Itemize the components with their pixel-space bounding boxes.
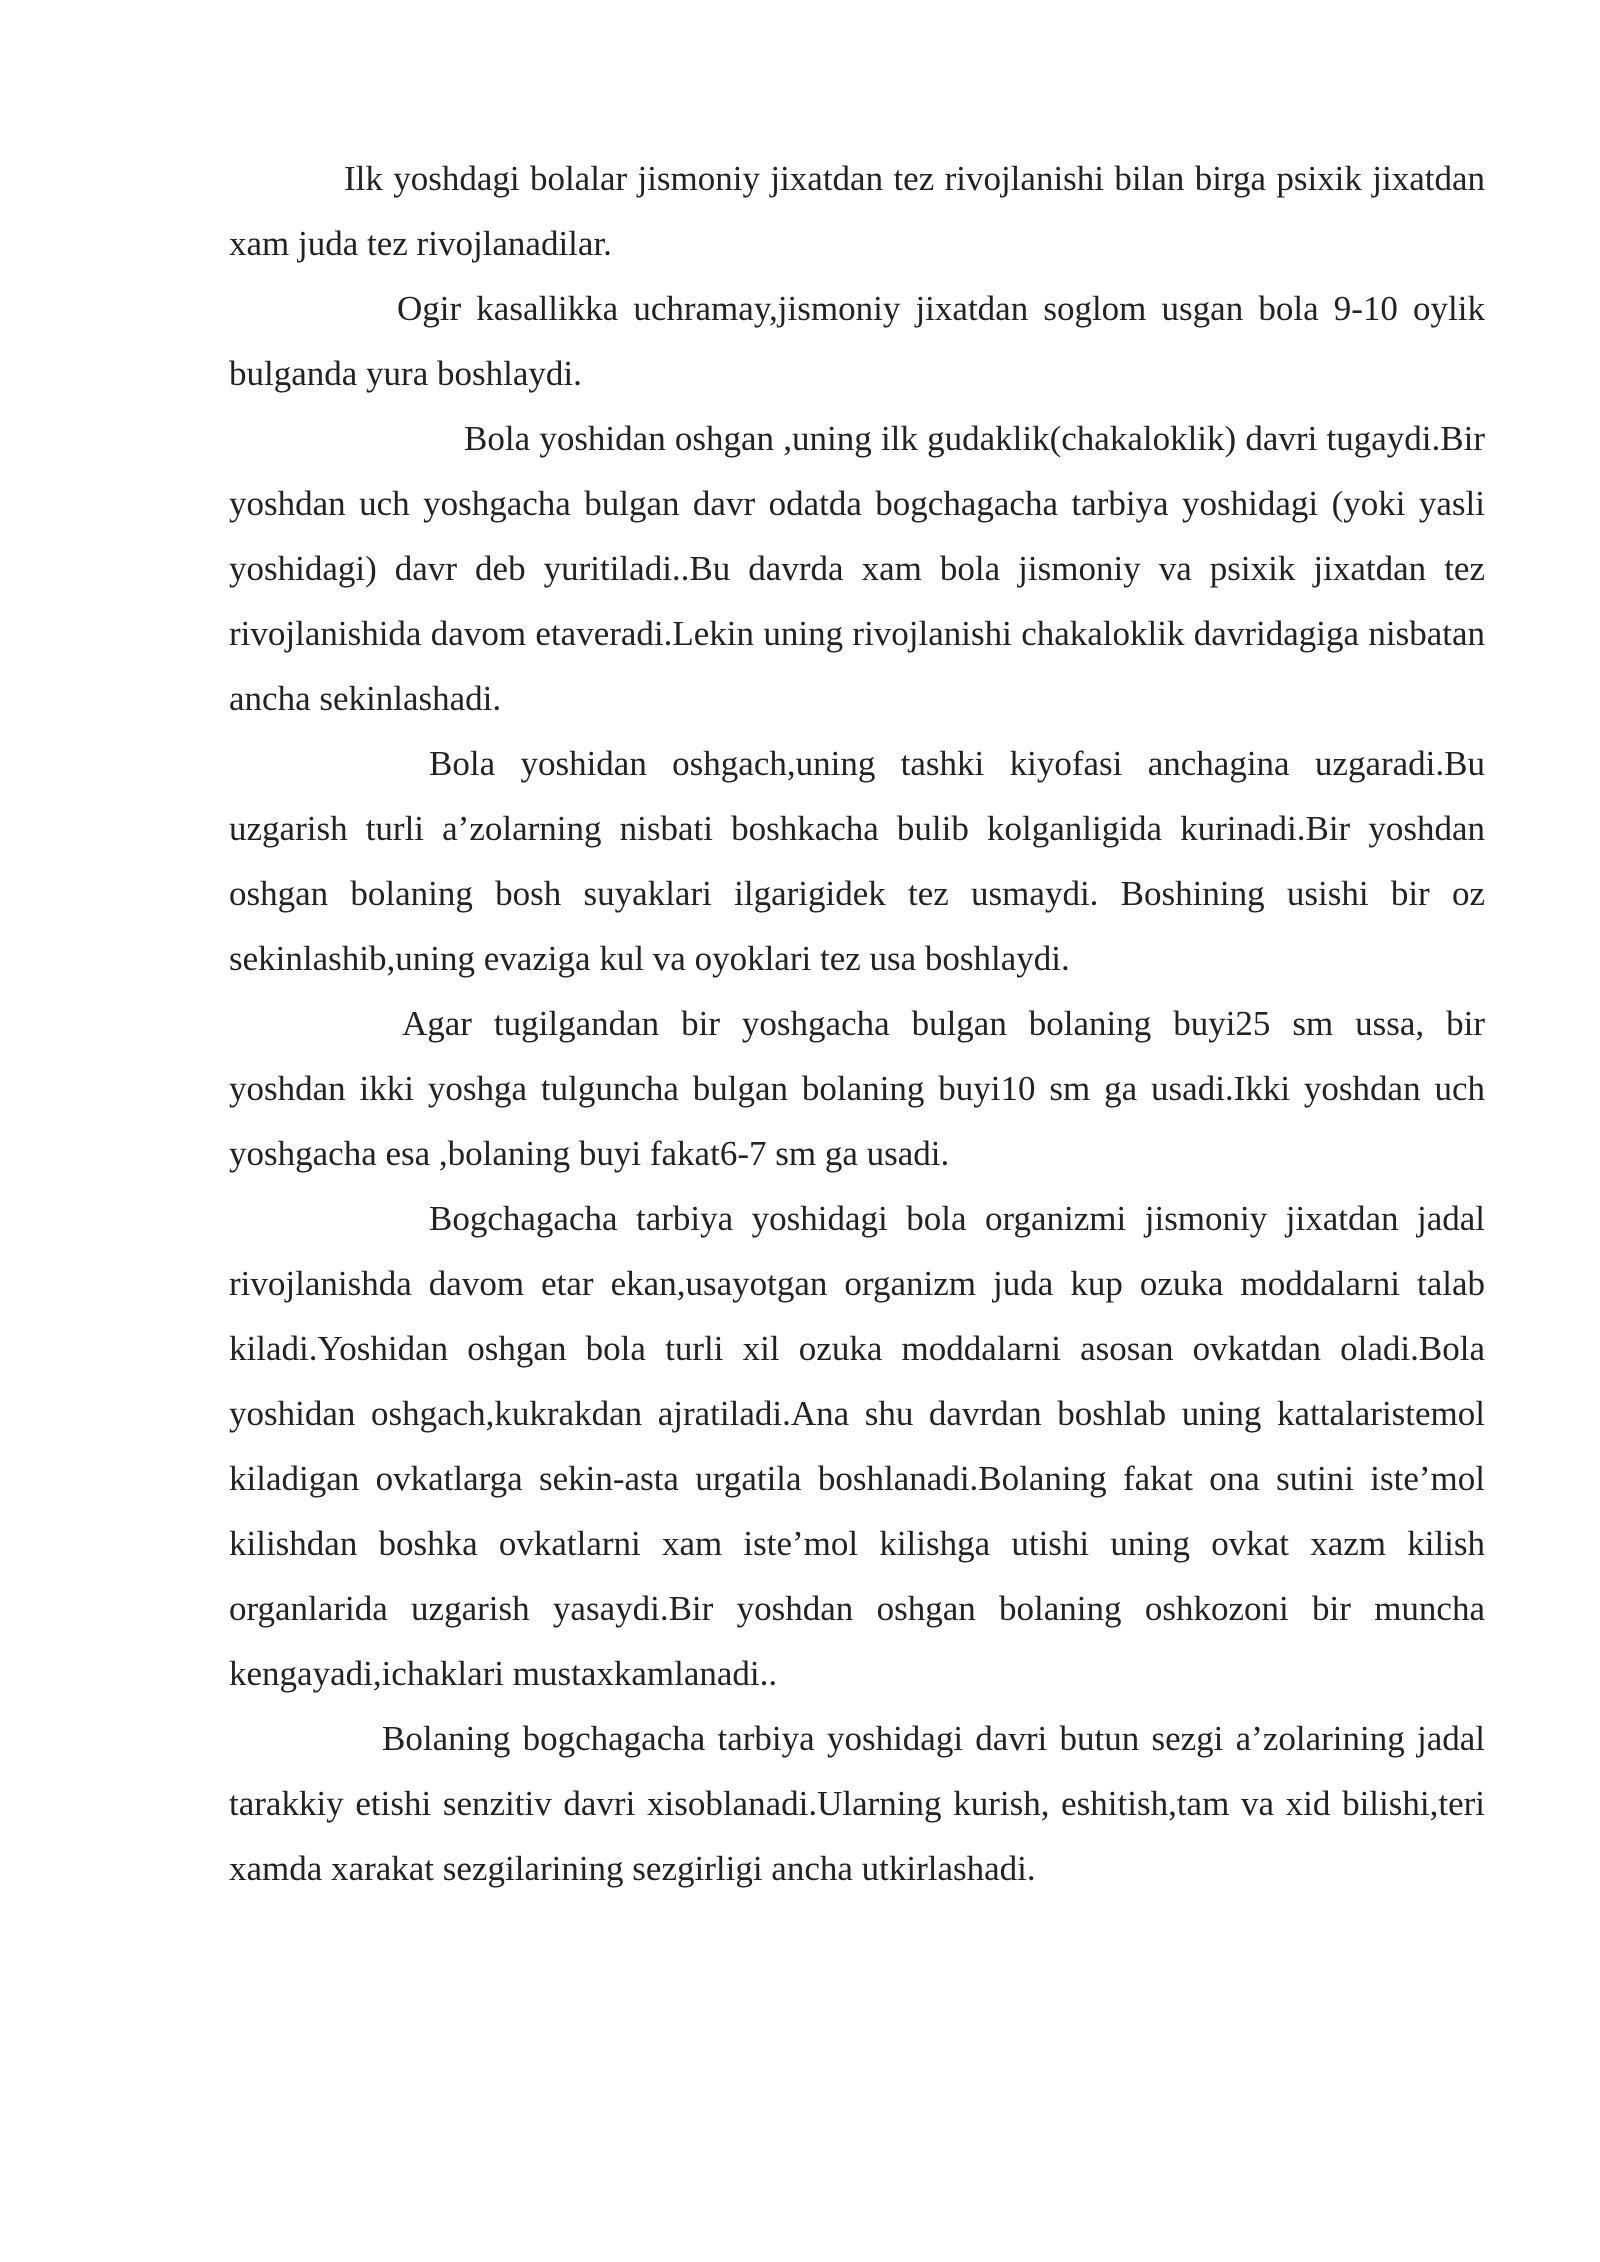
paragraph-7: Bolaning bogchagacha tarbiya yoshidagi davri butun sezgi a’zolarining jadal tarakkiy etishi senzitiv davri xisoblanadi.Ularning kurish, eshitish,tam va xid bilishi,teri xamda xarakat sezgilarining sezgirligi ancha utkirlashadi.	[229, 1719, 1485, 1888]
paragraph-6: Bogchagacha tarbiya yoshidagi bola organizmi jismoniy jixatdan jadal rivojlanishda davom etar ekan,usayotgan organizm juda kup ozuka moddalarni talab kiladi.Yoshidan oshgan bola turli xil ozuka moddalarni asosan ovkatdan oladi.Bola yoshidan oshgach,kukrakdan ajratiladi.Ana shu davrdan boshlab uning kattalaristemol kiladigan ovkatlarga sekin-asta urgatila boshlanadi.Bolaning fakat ona sutini iste’mol kilishdan boshka ovkatlarni xam iste’mol kilishga utishi uning ovkat xazm kilish organlarida uzgarish yasaydi.Bir yoshdan oshgan bolaning oshkozoni bir muncha kengayadi,ichaklari mustaxkamlanadi..	[229, 1199, 1485, 1693]
paragraph-2: Ogir kasallikka uchramay,jismoniy jixatdan soglom usgan bola 9-10 oylik bulganda yura boshlaydi.	[229, 289, 1485, 393]
paragraph-5: Agar tugilgandan bir yoshgacha bulgan bolaning buyi25 sm ussa, bir yoshdan ikki yoshga tulguncha bulgan bolaning buyi10 sm ga usadi.Ikki yoshdan uch yoshgacha esa ,bolaning buyi fakat6-7 sm ga usadi.	[229, 1004, 1485, 1173]
paragraph-4: Bola yoshidan oshgach,uning tashki kiyofasi anchagina uzgaradi.Bu uzgarish turli a’zolarning nisbati boshkacha bulib kolganligida kurinadi.Bir yoshdan oshgan bolaning bosh suyaklari ilgarigidek tez usmaydi. Boshining usishi bir oz sekinlashib,uning evaziga kul va oyoklari tez usa boshlaydi.	[229, 744, 1485, 978]
paragraph-3: Bola yoshidan oshgan ,uning ilk gudaklik(chakaloklik) davri tugaydi.Bir yoshdan uch yoshgacha bulgan davr odatda bogchagacha tarbiya yoshidagi (yoki yasli yoshidagi) davr deb yuritiladi..Bu davrda xam bola jismoniy va psixik jixatdan tez rivojlanishida davom etaveradi.Lekin uning rivojlanishi chakaloklik davridagiga nisbatan ancha sekinlashadi.	[229, 419, 1485, 718]
paragraph-1: Ilk yoshdagi bolalar jismoniy jixatdan tez rivojlanishi bilan birga psixik jixatdan xam juda tez rivojlanadilar.	[229, 159, 1485, 263]
document-body	[229, 146, 1485, 1901]
